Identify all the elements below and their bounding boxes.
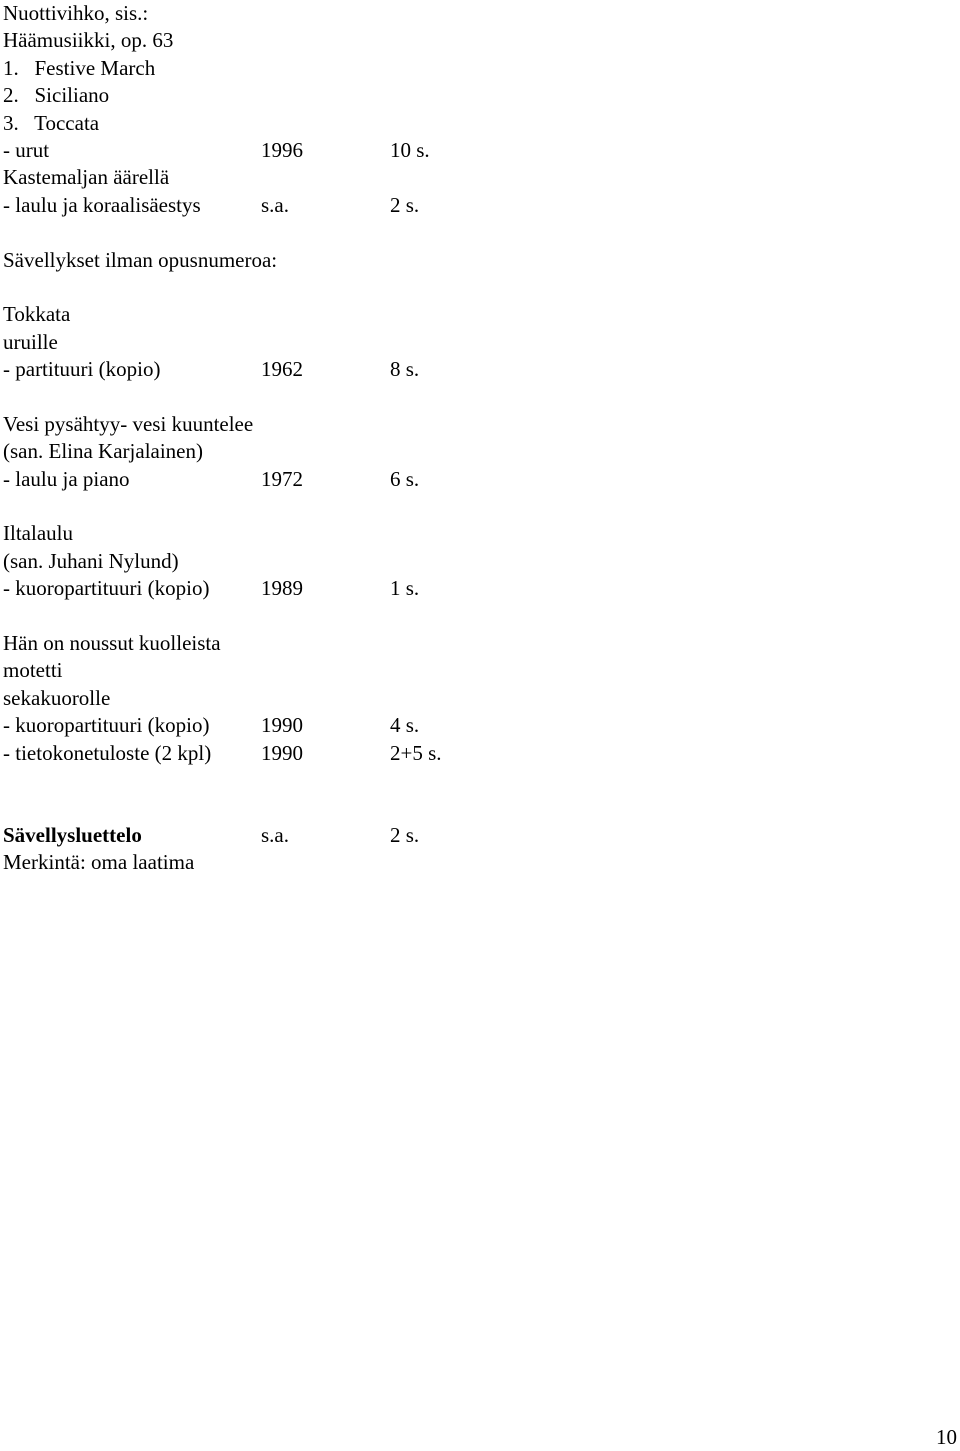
- entry-line: [3, 110, 943, 137]
- entry-line: [3, 0, 943, 27]
- entry-text: sekakuorolle: [3, 685, 111, 710]
- entry-text: Nuottivihko, sis.:: [3, 1, 149, 25]
- entry-line: [3, 27, 943, 54]
- catalog-entry: [3, 822, 943, 877]
- entry-detail-line: [3, 137, 943, 164]
- entry-format: - tietokonetuloste (2 kpl): [3, 740, 212, 765]
- entry-text: 2. Siciliano: [3, 83, 110, 108]
- entry-text: uruille: [3, 329, 58, 354]
- entry-detail-line: [3, 356, 943, 383]
- entry-text: (san. Juhani Nylund): [3, 548, 179, 573]
- entry-year: 1990: [261, 713, 303, 738]
- entry-title: Hän on noussut kuolleista: [3, 630, 221, 655]
- entry-detail-line: [3, 740, 943, 767]
- entry-line: [3, 548, 943, 575]
- entry-format: - laulu ja koraalisäestys: [3, 192, 201, 217]
- catalog-note-line: [3, 849, 943, 876]
- entry-detail-line: [3, 712, 943, 739]
- entry-pages: 6 s.: [390, 466, 420, 491]
- entry-line: [3, 411, 943, 438]
- entry-detail-line: [3, 192, 943, 219]
- iltalaulu-entry: [3, 520, 943, 602]
- entry-line: [3, 301, 943, 328]
- entry-text: 1. Festive March: [3, 55, 156, 80]
- entry-line: [3, 438, 943, 465]
- entry-year: 1962: [261, 357, 303, 382]
- entry-line: [3, 657, 943, 684]
- entry-line: [3, 630, 943, 657]
- entry-title: Vesi pysähtyy- vesi kuuntelee: [3, 411, 254, 436]
- entry-text: 3. Toccata: [3, 110, 100, 135]
- entry-year: 1990: [261, 740, 303, 765]
- entry-format: - kuoropartituuri (kopio): [3, 713, 210, 738]
- entry-line: [3, 55, 943, 82]
- entry-format: - kuoropartituuri (kopio): [3, 576, 210, 601]
- entry-pages: 2 s.: [390, 192, 420, 217]
- document-page: [3, 0, 943, 877]
- entry-detail-line: [3, 575, 943, 602]
- catalog-line: [3, 822, 943, 849]
- section-heading: [3, 247, 943, 274]
- entry-title: Tokkata: [3, 302, 71, 327]
- entry-year: s.a.: [261, 192, 289, 217]
- entry-format: - laulu ja piano: [3, 466, 130, 491]
- entry-text: Häämusiikki, op. 63: [3, 28, 174, 53]
- entry-title: Iltalaulu: [3, 521, 73, 546]
- section-heading-text: Sävellykset ilman opusnumeroa:: [3, 247, 278, 272]
- catalog-pages: 2 s.: [390, 822, 420, 847]
- entry-year: 1989: [261, 576, 303, 601]
- entry-format: - urut: [3, 137, 50, 162]
- entry-pages: 8 s.: [390, 357, 420, 382]
- entry-line: [3, 520, 943, 547]
- page-number: 10: [936, 1425, 957, 1449]
- tokkata-entry: [3, 301, 943, 383]
- nuottivihko-entry: [3, 0, 943, 219]
- entry-line: [3, 329, 943, 356]
- entry-pages: 2+5 s.: [390, 740, 442, 765]
- han-on-noussut-entry: [3, 630, 943, 767]
- entry-pages: 4 s.: [390, 713, 420, 738]
- catalog-title: Sävellysluettelo: [3, 822, 142, 847]
- entry-detail-line: [3, 466, 943, 493]
- entry-pages: 10 s.: [390, 137, 430, 162]
- entry-line: [3, 82, 943, 109]
- entry-text: Kastemaljan äärellä: [3, 165, 170, 190]
- catalog-note: Merkintä: oma laatima: [3, 850, 195, 875]
- entry-year: 1972: [261, 466, 303, 491]
- entry-text: motetti: [3, 658, 63, 683]
- entry-pages: 1 s.: [390, 576, 420, 601]
- entry-line: [3, 685, 943, 712]
- entry-format: - partituuri (kopio): [3, 357, 161, 382]
- entry-year: 1996: [261, 137, 303, 162]
- entry-text: (san. Elina Karjalainen): [3, 439, 203, 464]
- catalog-year: s.a.: [261, 822, 289, 847]
- vesi-pysahtyy-entry: [3, 411, 943, 493]
- entry-line: [3, 164, 943, 191]
